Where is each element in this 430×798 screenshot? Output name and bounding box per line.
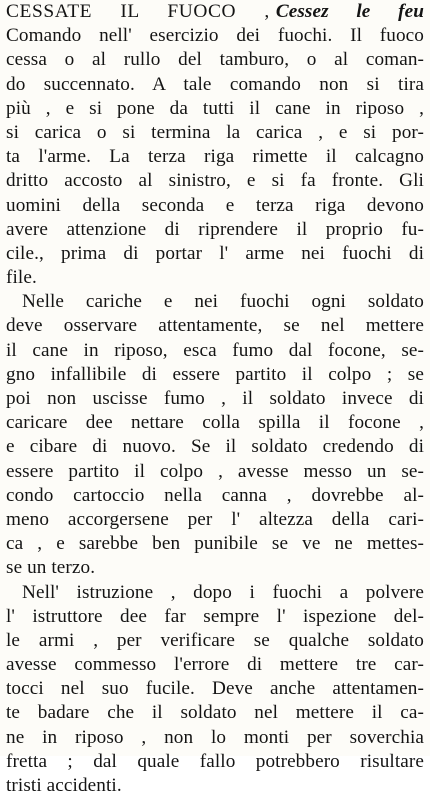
text-line: fretta ; dal quale fallo potrebbero risultare [6, 750, 424, 774]
text-line: file. [6, 266, 424, 290]
text-line: cessa o al rullo del tamburo, o al coman- [6, 48, 424, 72]
text-line: Nell' istruzione , dopo i fuochi a polvere [6, 581, 424, 605]
text-line: e cibare di nuovo. Se il soldato credendo di [6, 435, 424, 459]
text-line: avere attenzione di riprendere il proprio fu- [6, 218, 424, 242]
text-line: ca , e sarebbe ben punibile se ve ne mettes- [6, 532, 424, 556]
text-line: più , e si pone da tutti il cane in riposo , [6, 97, 424, 121]
paragraph-2 [6, 290, 424, 580]
paragraph-3 [6, 581, 424, 798]
heading-line [6, 0, 424, 24]
text-line: Nelle cariche e nei fuochi ogni soldato [6, 290, 424, 314]
text-line: caricare dee nettare colla spilla il focone , [6, 411, 424, 435]
text-line: meno accorgersene per l' altezza della cari- [6, 508, 424, 532]
text-line: deve osservare attentamente, se nel mettere [6, 314, 424, 338]
text-line: poi non uscisse fumo , il soldato invece di [6, 387, 424, 411]
text-line: uomini della seconda e terza riga devono [6, 194, 424, 218]
text-line: ne in riposo , non lo monti per soverchia [6, 726, 424, 750]
text-line: le armi , per verificare se qualche soldato [6, 629, 424, 653]
text-line: do succennato. A tale comando non si tira [6, 73, 424, 97]
heading-title: CESSATE IL FUOCO , [6, 1, 270, 22]
text-line: si carica o si termina la carica , e si por- [6, 121, 424, 145]
text-line: dritto accosto al sinistro, e si fa fronte. Gli [6, 169, 424, 193]
text-line: l' istruttore dee far sempre l' ispezione del- [6, 605, 424, 629]
heading-french: Cessez le feu [276, 1, 424, 22]
text-line: te badare che il soldato nel mettere il ca- [6, 701, 424, 725]
text-line: Comando nell' esercizio dei fuochi. Il fuoco [6, 24, 424, 48]
paragraph-1 [6, 24, 424, 290]
text-line: se un terzo. [6, 556, 424, 580]
text-line: condo cartoccio nella canna , dovrebbe al- [6, 484, 424, 508]
text-line: cile., prima di portar l' arme nei fuochi di [6, 242, 424, 266]
text-line: il cane in riposo, esca fumo dal focone, se- [6, 339, 424, 363]
text-line: ta l'arme. La terza riga rimette il calcagno [6, 145, 424, 169]
text-line: tocci nel suo fucile. Deve anche attentamen- [6, 677, 424, 701]
text-block [6, 0, 424, 798]
text-line: essere partito il colpo , avesse messo un se- [6, 460, 424, 484]
text-line: avesse commesso l'errore di mettere tre car- [6, 653, 424, 677]
text-line: gno infallibile di essere partito il colpo ; se [6, 363, 424, 387]
text-line: tristi accidenti. [6, 774, 424, 798]
